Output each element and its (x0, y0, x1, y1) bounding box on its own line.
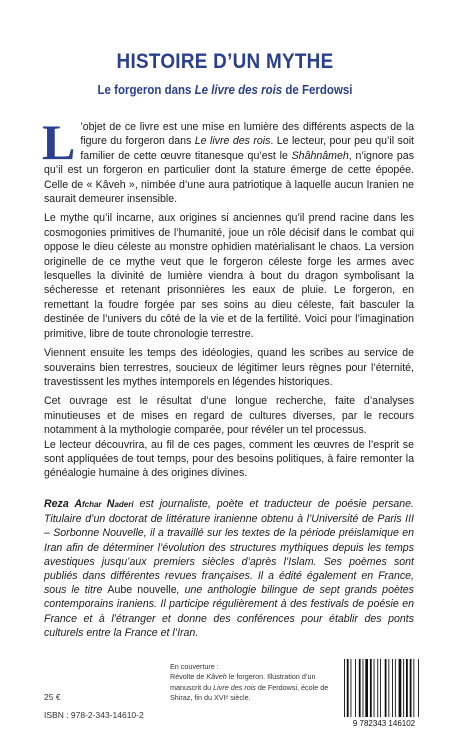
book-subtitle (18, 83, 432, 97)
cover-caption (170, 662, 332, 704)
barcode-bar (365, 659, 368, 717)
barcode-digits: 9 782343 146102 (352, 719, 416, 728)
p1-part-c: , n’ignore pas qu’il est un forgeron en particulier dont la stature émerge de cette épopée. Celle de « Kâveh », nimbée d’une aura patriotique à laquelle aucun Iranien ne saurait demeurer insensible. (44, 149, 414, 206)
paragraph-5: Le lecteur découvrira, au fil de ces pages, comment les œuvres de l’esprit se sont appliquées de tout temps, pour des besoins politiques, à faire remonter la généalogie humaine à des origines divines. (44, 438, 414, 480)
caption-line-2 (170, 672, 332, 682)
barcode-bar (406, 659, 408, 717)
bio-text-2: , une anthologie bilingue de sept grands poètes contemporains iraniens. Il participe régulièrement à des festivals de poésie en France et à l’étranger et donne des conférences pour établir des ponts culturels entre la France et l’Iran. (44, 584, 414, 639)
isbn-barcode (340, 657, 425, 729)
author-name (44, 498, 134, 510)
isbn: ISBN : 978-2-343-14610-2 (44, 710, 144, 720)
caption-l3b: de Ferdowsi, école de (255, 682, 329, 692)
paragraph-4: Cet ouvrage est le résultat d’une longue recherche, faite d’analyses minutieuses et de mises en regard de cultures diverses, par le recours notamment à la mythologie comparée, pour révéler un tel processus. (44, 395, 414, 437)
barcode-bar (363, 659, 364, 717)
caption-l3a: manuscrit du (170, 682, 214, 692)
barcode-bar (377, 659, 378, 717)
caption-l2i: Kâveh (206, 672, 227, 682)
caption-line-4: Shiraz, fin du XVIᵉ siècle. (170, 693, 251, 703)
price: 25 € (44, 692, 61, 702)
subtitle-italic: Le livre des rois (194, 83, 283, 97)
caption-l2b: le forgeron. Illustration d’un (226, 672, 316, 682)
barcode-bar (380, 659, 381, 717)
book-title: HISTOIRE D’UN MYTHE (116, 50, 334, 73)
p1-part-b: . Le lecteur, pour peu qu’il soit familier de cette œuvre titanesque qu’est le (80, 135, 415, 162)
caption-line-1: En couverture : (170, 662, 219, 671)
bio-text: est journaliste, poète et traducteur de poésie persane. Titulaire d’un doctorat de littérature iranienne obtenu à l’Université de Paris III – Sorbonne Nouvelle, il a travaillé sur les textes de la période préislamique en Iran afin de déterminer l’évolution des structures mythiques depuis les temps avestiques jusqu’aux premiers siècles d’après l’Islam. Ses poèmes sont publiés dans différentes revues françaises. Il a édité également en France, sous le titre (44, 498, 414, 597)
drop-cap: L (42, 114, 76, 170)
barcode-bar (359, 659, 361, 717)
barcode-bar (410, 659, 412, 717)
author-n: N (106, 498, 115, 510)
author-aderi: aderi (114, 500, 134, 509)
barcode-bar (413, 659, 414, 717)
barcode-bar (347, 659, 349, 717)
p1-italic-1: Le livre des rois (194, 135, 271, 148)
author-bio (44, 497, 414, 640)
p1-italic-2: Shâhnâmeh (291, 149, 349, 162)
barcode-bar (399, 659, 402, 717)
caption-l2a: Révolte de (170, 672, 207, 682)
caption-line-3 (170, 683, 332, 693)
barcode-bar (418, 659, 419, 717)
barcode-bar (351, 659, 352, 717)
p1-part-a: ’objet de ce livre est une mise en lumière des différents aspects de la figure du forgeron dans (80, 121, 414, 148)
author-a: A (74, 498, 82, 510)
barcode-bar (374, 659, 375, 717)
barcode-bar (395, 659, 396, 717)
paragraph-3: Viennent ensuite les temps des idéologies, quand les scribes au service de souverains bien terrestres, soucieux de légitimer leurs règnes pour l’éternité, travestissent les mythes intemporels en légendes historiques. (44, 347, 414, 388)
barcode-bar (385, 659, 387, 717)
barcode-bar (403, 659, 404, 717)
back-cover-blurb (42, 114, 415, 481)
paragraph-2: Le mythe qu’il incarne, aux origines si anciennes qu’il prend racine dans les cosmogonies primitives de l’humanité, joue un rôle décisif dans le combat qui oppose le dieu céleste au monstre ophidien matérialisant le chaos. La version originelle de ce mythe veut que le forgeron céleste forge les armes avec lesquelles la divinité de lumière viendra à bout du dragon symbolisant la sécheresse et retenant prisonnières les eaux de pluie. Le forgeron, en remettant la foudre forgée par ses soins au dieu céleste, fait basculer la destinée de l’univers du côté de la vie et de la fertilité. Voici pour l’imagination primitive, libre de toute chronologie terrestre. (44, 212, 414, 340)
subtitle-pre: Le forgeron dans (97, 83, 195, 97)
paragraph-1 (42, 114, 415, 206)
barcode-bar (355, 659, 356, 717)
barcode-bar (392, 659, 393, 717)
barcode-bar (388, 659, 389, 717)
author-first: Reza (44, 498, 75, 510)
barcode-bar (370, 659, 372, 717)
barcode-bar (344, 659, 345, 717)
caption-l3i: Livre des rois (213, 682, 256, 692)
bio-upright: Aube nouvelle (107, 584, 177, 597)
author-afchar: fchar (81, 500, 107, 509)
subtitle-post: de Ferdowsi (282, 83, 353, 97)
